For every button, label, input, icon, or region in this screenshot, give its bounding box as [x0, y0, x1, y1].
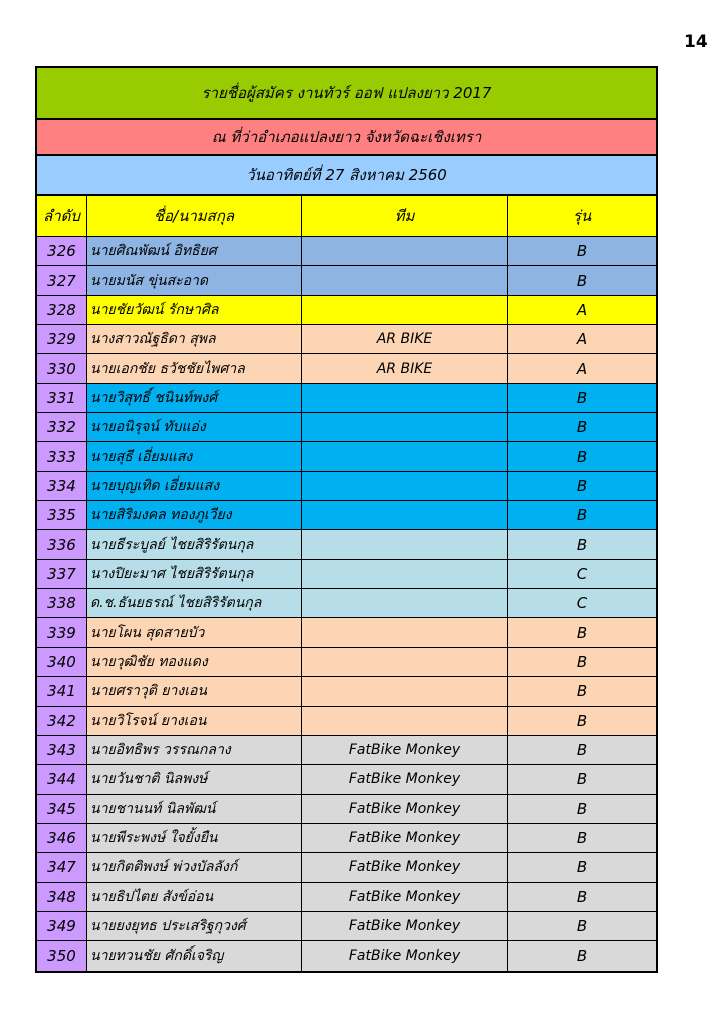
row-team — [302, 442, 508, 470]
header-class: รุ่น — [572, 207, 592, 225]
row-name: นายโผน สุดสายบัว — [87, 618, 302, 646]
row-team — [302, 384, 508, 412]
header-team: ทีม — [302, 196, 508, 236]
row-number: 343 — [37, 736, 87, 764]
row-number: 335 — [37, 501, 87, 529]
row-class: B — [508, 707, 656, 735]
row-class: B — [508, 472, 656, 500]
row-name: นายพีระพงษ์ ใจยั้งยืน — [87, 824, 302, 852]
row-number: 333 — [37, 442, 87, 470]
table-row — [37, 765, 656, 794]
row-class: A — [508, 354, 656, 382]
row-class: C — [508, 560, 656, 588]
row-class: B — [508, 442, 656, 470]
table-row — [37, 296, 656, 325]
row-team — [302, 707, 508, 735]
table-row — [37, 413, 656, 442]
event-date: วันอาทิตย์ที่ 27 สิงหาคม 2560 — [37, 156, 656, 196]
row-name: นายชานนท์ นิลพัฒน์ — [87, 795, 302, 823]
row-team: AR BIKE — [302, 354, 508, 382]
row-number: 328 — [37, 296, 87, 324]
registration-table — [35, 66, 658, 973]
table-row — [37, 853, 656, 882]
row-name: นายธิปไตย สังข์อ่อน — [87, 883, 302, 911]
row-team — [302, 677, 508, 705]
row-name: นายสุธี เอี่ยมแสง — [87, 442, 302, 470]
table-row — [37, 648, 656, 677]
page-number: 14 — [684, 32, 708, 52]
table-row — [37, 883, 656, 912]
row-name: นายศิณพัฒน์ อิทธิยศ — [87, 237, 302, 265]
header-name: ชื่อ/นามสกุล — [87, 196, 302, 236]
table-row — [37, 736, 656, 765]
row-name: นางปิยะมาศ ไชยสิริรัตนกุล — [87, 560, 302, 588]
event-title: รายชื่อผู้สมัคร งานทัวร์ ออฟ แปลงยาว 2017 — [37, 68, 656, 120]
row-number: 350 — [37, 941, 87, 970]
row-class: B — [508, 530, 656, 558]
row-number: 344 — [37, 765, 87, 793]
table-row — [37, 325, 656, 354]
event-location: ณ ที่ว่าอำเภอแปลงยาว จังหวัดฉะเชิงเทรา — [37, 120, 656, 156]
row-number: 326 — [37, 237, 87, 265]
table-row — [37, 912, 656, 941]
row-name: นายยงยุทธ ประเสริฐกุวงศ์ — [87, 912, 302, 940]
table-row — [37, 618, 656, 647]
row-class: B — [508, 618, 656, 646]
row-team: FatBike Monkey — [302, 736, 508, 764]
table-row — [37, 707, 656, 736]
table-row — [37, 589, 656, 618]
row-name: นายสิริมงคล ทองภูเวียง — [87, 501, 302, 529]
row-number: 340 — [37, 648, 87, 676]
row-team: FatBike Monkey — [302, 912, 508, 940]
table-row — [37, 795, 656, 824]
row-class: B — [508, 824, 656, 852]
row-team — [302, 501, 508, 529]
row-team — [302, 237, 508, 265]
row-class: B — [508, 853, 656, 881]
row-number: 330 — [37, 354, 87, 382]
table-row — [37, 560, 656, 589]
row-class: B — [508, 266, 656, 294]
row-number: 334 — [37, 472, 87, 500]
row-name: นายวิสุทธิ์ ชนินท์พงศ์ — [87, 384, 302, 412]
table-body — [37, 237, 656, 971]
row-team: FatBike Monkey — [302, 795, 508, 823]
table-row — [37, 442, 656, 471]
row-team: FatBike Monkey — [302, 765, 508, 793]
row-number: 339 — [37, 618, 87, 646]
row-number: 347 — [37, 853, 87, 881]
row-number: 349 — [37, 912, 87, 940]
row-class: A — [508, 325, 656, 353]
row-class: B — [508, 795, 656, 823]
table-row — [37, 237, 656, 266]
row-name: ด.ช.ธันยธรณ์ ไชยสิริรัตนกุล — [87, 589, 302, 617]
row-name: นายมนัส ขุ่นสะอาด — [87, 266, 302, 294]
table-row — [37, 384, 656, 413]
row-number: 329 — [37, 325, 87, 353]
row-name: นายทวนชัย ศักดิ์เจริญ — [87, 941, 302, 970]
row-number: 327 — [37, 266, 87, 294]
table-row — [37, 266, 656, 295]
row-class: B — [508, 648, 656, 676]
row-name: นายบุญเทิด เอี่ยมแสง — [87, 472, 302, 500]
table-row — [37, 472, 656, 501]
row-team: FatBike Monkey — [302, 941, 508, 970]
row-name: นายวันชาติ นิลพงษ์ — [87, 765, 302, 793]
row-name: นายวิโรจน์ ยางเอน — [87, 707, 302, 735]
table-row — [37, 677, 656, 706]
row-team — [302, 648, 508, 676]
row-team: FatBike Monkey — [302, 883, 508, 911]
row-team — [302, 413, 508, 441]
row-name: นายวุฒิชัย ทองแดง — [87, 648, 302, 676]
row-number: 337 — [37, 560, 87, 588]
row-team — [302, 266, 508, 294]
row-class: B — [508, 677, 656, 705]
row-class: B — [508, 883, 656, 911]
row-class: B — [508, 912, 656, 940]
row-number: 338 — [37, 589, 87, 617]
row-class: B — [508, 736, 656, 764]
row-number: 341 — [37, 677, 87, 705]
row-number: 342 — [37, 707, 87, 735]
row-team — [302, 530, 508, 558]
row-team: FatBike Monkey — [302, 824, 508, 852]
table-row — [37, 824, 656, 853]
row-number: 332 — [37, 413, 87, 441]
row-name: นายธีระบูลย์ ไชยสิริรัตนกุล — [87, 530, 302, 558]
row-number: 336 — [37, 530, 87, 558]
row-class: B — [508, 765, 656, 793]
row-class: B — [508, 941, 656, 970]
row-name: นายอนิรุจน์ ทับแอ่ง — [87, 413, 302, 441]
row-name: นางสาวณัฐธิดา สุพล — [87, 325, 302, 353]
table-row — [37, 501, 656, 530]
table-row — [37, 354, 656, 383]
table-row — [37, 530, 656, 559]
row-class: B — [508, 501, 656, 529]
row-class: A — [508, 296, 656, 324]
row-team — [302, 618, 508, 646]
row-number: 346 — [37, 824, 87, 852]
header-order: ลำดับ — [37, 196, 87, 236]
row-team — [302, 296, 508, 324]
row-class: B — [508, 237, 656, 265]
row-name: นายเอกชัย ธวัชชัยไพศาล — [87, 354, 302, 382]
row-name: นายศราวุติ ยางเอน — [87, 677, 302, 705]
table-row — [37, 941, 656, 970]
row-name: นายกิตติพงษ์ พ่วงบัลลังก์ — [87, 853, 302, 881]
row-number: 348 — [37, 883, 87, 911]
row-team — [302, 472, 508, 500]
row-team: AR BIKE — [302, 325, 508, 353]
row-class: C — [508, 589, 656, 617]
row-team — [302, 589, 508, 617]
row-team — [302, 560, 508, 588]
row-number: 331 — [37, 384, 87, 412]
row-team: FatBike Monkey — [302, 853, 508, 881]
row-number: 345 — [37, 795, 87, 823]
row-name: นายชัยวัฒน์ รักษาศิล — [87, 296, 302, 324]
row-class: B — [508, 384, 656, 412]
table-header — [37, 196, 656, 237]
row-name: นายอิทธิพร วรรณกลาง — [87, 736, 302, 764]
row-class: B — [508, 413, 656, 441]
